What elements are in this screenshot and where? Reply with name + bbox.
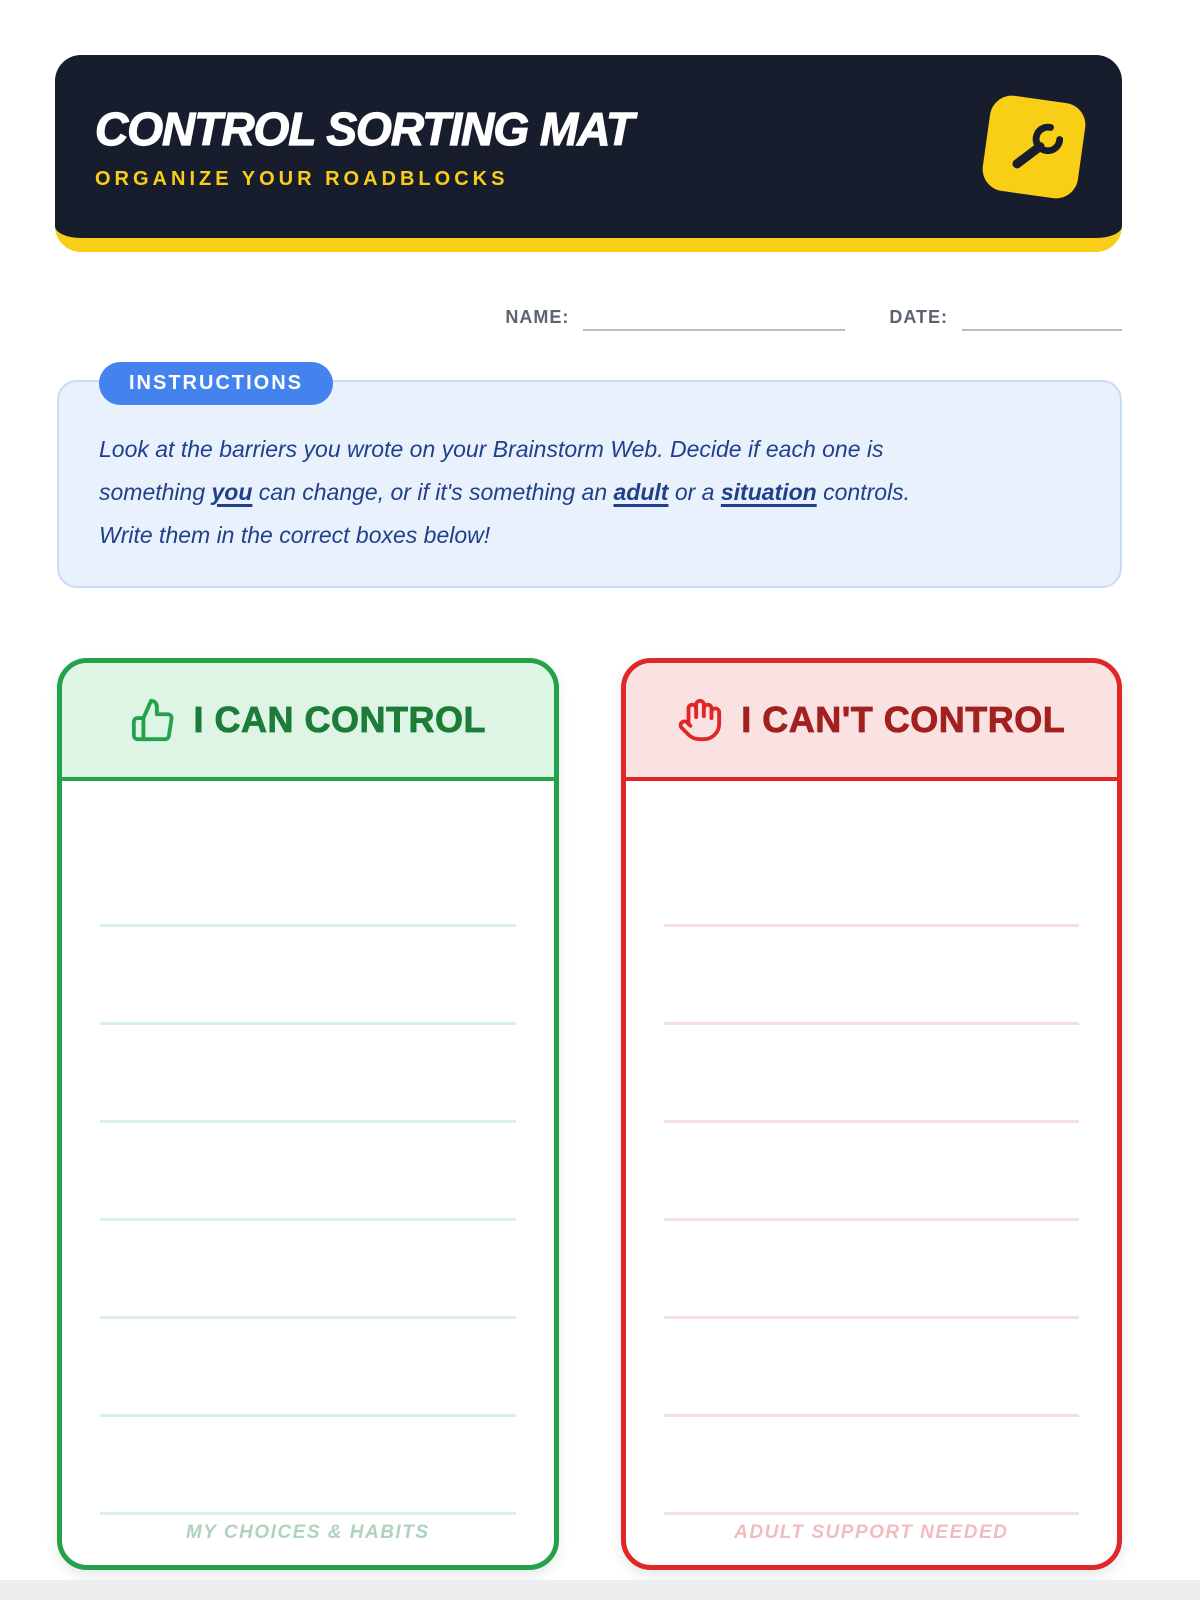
writing-line[interactable] (100, 1221, 516, 1319)
raised-hand-icon (677, 697, 723, 743)
cant-control-footer: ADULT SUPPORT NEEDED (734, 1522, 1009, 1543)
date-field[interactable] (962, 303, 1122, 331)
cant-control-title: I CAN'T CONTROL (741, 699, 1066, 740)
cant-control-lines (626, 781, 1118, 1515)
can-control-header (62, 663, 554, 781)
date-label: DATE: (889, 307, 948, 327)
name-label: NAME: (505, 307, 570, 327)
can-control-lines (62, 781, 554, 1515)
writing-line[interactable] (100, 1319, 516, 1417)
writing-line[interactable] (664, 1025, 1080, 1123)
page-bottom-edge (0, 1580, 1200, 1600)
page-title: CONTROL SORTING MAT (95, 103, 634, 155)
sorting-columns (57, 658, 1122, 1570)
writing-line[interactable] (664, 1221, 1080, 1319)
cant-control-writing-area (626, 781, 1118, 1565)
writing-line[interactable] (100, 1025, 516, 1123)
can-control-title: I CAN CONTROL (193, 699, 486, 740)
instructions-line2-end: controls. (816, 479, 911, 505)
writing-line[interactable] (100, 927, 516, 1025)
instructions-bold-situation: situation (720, 479, 817, 505)
instructions-line3: Write them in the correct boxes below! (99, 522, 491, 548)
name-date-row (505, 303, 1122, 331)
writing-line[interactable] (664, 1417, 1080, 1515)
cant-control-header (626, 663, 1118, 781)
writing-line[interactable] (664, 927, 1080, 1025)
instructions-panel (57, 372, 1122, 588)
instructions-line1: Look at the barriers you wrote on your Brainstorm Web. Decide if each one is (99, 436, 884, 462)
page-subtitle: ORGANIZE YOUR ROADBLOCKS (95, 168, 509, 190)
wrench-icon (980, 92, 1088, 200)
can-control-writing-area (62, 781, 554, 1565)
instructions-line2-mid2: or a (668, 479, 721, 505)
instructions-line2-mid1: can change, or if it's something an (252, 479, 614, 505)
writing-line[interactable] (100, 781, 516, 927)
writing-line[interactable] (664, 1123, 1080, 1221)
name-field[interactable] (583, 303, 845, 331)
instructions-line2-pre: something (99, 479, 212, 505)
writing-line[interactable] (100, 1123, 516, 1221)
can-control-footer: MY CHOICES & HABITS (185, 1522, 430, 1543)
thumbs-up-icon (130, 697, 176, 743)
instructions-text (59, 382, 1120, 557)
cant-control-box (621, 658, 1123, 1570)
header-banner (55, 55, 1122, 252)
header-text-block (95, 102, 633, 191)
can-control-box (57, 658, 559, 1570)
writing-line[interactable] (664, 781, 1080, 927)
writing-line[interactable] (664, 1319, 1080, 1417)
instructions-badge: INSTRUCTIONS (99, 362, 333, 405)
instructions-bold-adult: adult (613, 479, 669, 505)
writing-line[interactable] (100, 1417, 516, 1515)
instructions-bold-you: you (211, 479, 253, 505)
